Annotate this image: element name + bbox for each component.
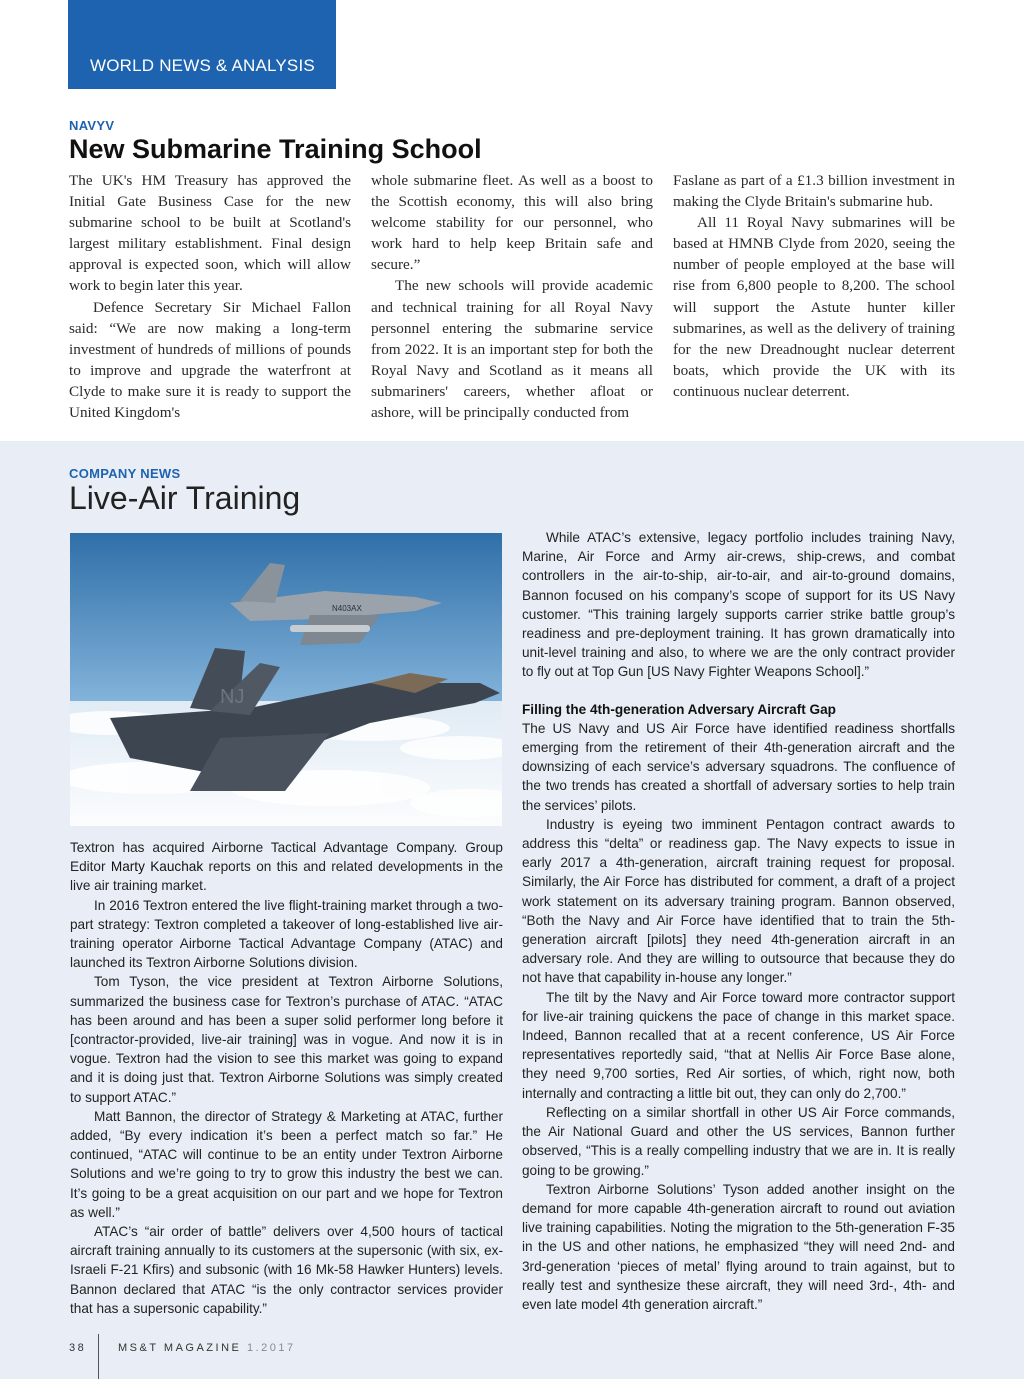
paragraph: All 11 Royal Navy submarines will be based at HMNB Clyde from 2020, seeing the number of people employed at the base will rise from 6,800 people to 8,200. The school will support the Astute hunter killer submarines, as well as the delivery of training for the new Dreadnought nuclear deterrent boats, which provide the UK with its continuous nuclear deterrent. — [673, 214, 955, 400]
subhead: Filling the 4th-generation Adversary Aircraft Gap — [522, 701, 836, 717]
paragraph: ATAC’s “air order of battle” delivers over 4,500 hours of tactical aircraft training annually to its customers at the supersonic (with six, ex-Israeli F-21 Kfirs) and subsonic (with 16 Mk-58 Hawker Hunters) levels. Bannon declared that ATAC “is the only contractor services provider that has a supersonic capability.” — [70, 1224, 503, 1316]
issue-number: 1.2017 — [246, 1342, 296, 1354]
paragraph: The tilt by the Navy and Air Force toward more contractor support for live-air training quickens the pace of change in this market space. Indeed, Bannon recalled that at a recent conference, US Air Force representatives reportedly said, “that at Nellis Air Force Base alone, they need 9,700 sorties, Red Air sorties, of which, right now, both internally and contracting a little bit out, they can only do 2,700.” — [522, 989, 955, 1101]
paragraph: While ATAC’s extensive, legacy portfolio includes training Navy, Marine, Air Force and Army air-crews, ship-crews, and combat controllers in the air-to-ship, air-to-air, and air-to-ground domains, Bannon focused on his company’s scope of support for its US Navy customer. “This training largely supports carrier strike battle group’s readiness and pre-deployment training. It has grown dramatically into unit-level training and also, to where we are the only contract provider to fly out at Top Gun [US Navy Fighter Weapons School].” — [522, 530, 955, 680]
story2-title: Live-Air Training — [69, 480, 301, 516]
section-banner — [68, 0, 336, 89]
paragraph: Matt Bannon, the director of Strategy & Marketing at ATAC, further added, “By every indication it’s been a perfect match so far.” He continued, “ATAC will continue to be an entity under Textron Airborne Solutions and we’re going to try to grow this industry the best we can. It’s going to be a great acquisition on our part and we hope for Textron as well.” — [70, 1108, 503, 1220]
intro-paragraph — [70, 838, 503, 896]
story1-column-2 — [371, 170, 653, 423]
story2-right-column — [522, 528, 955, 1314]
paragraph: whole submarine fleet. As well as a boost to the Scottish economy, this will also bring welcome stability for our personnel, who work hard to help keep Britain safe and secure.” — [371, 172, 653, 274]
page-number: 38 — [69, 1342, 87, 1354]
footer-divider — [98, 1334, 99, 1379]
paragraph: Reflecting on a similar shortfall in other US Air Force commands, the Air National Guard and other the US services, Bannon further observed, “This is a really compelling industry that we are in. It is really going to be growing.” — [522, 1104, 955, 1178]
magazine-name: MS&T MAGAZINE — [118, 1342, 242, 1354]
aircraft-photo — [70, 533, 502, 826]
author-name: Marty Kauchak — [110, 859, 204, 875]
story1-column-1 — [69, 170, 351, 423]
paragraph: The UK's HM Treasury has approved the Initial Gate Business Case for the new submarine school to be built at Scotland's largest military establishment. Final design approval is expected soon, which will allow work to begin later this year. — [69, 172, 351, 295]
paragraph: Industry is eyeing two imminent Pentagon contract awards to address this “delta” or readiness gap. The Navy expects to issue in early 2017 a 4th-generation, aircraft training request for proposal. Similarly, the Air Force has distributed for comment, a draft of a project work statement on its adversary training program. Bannon observed, “Both the Navy and Air Force have identified that to train the 5th-generation aircraft [pilots] they need 4th-generation aircraft in an adversary role. And they are willing to outsource that because they do not have that capability in-house any longer.” — [522, 816, 955, 986]
paragraph: The new schools will provide academic and technical training for all Royal Navy personnel entering the submarine service from 2022. It is an important step for both the Royal Navy and Scotland as it means all submariners' careers, whether afloat or ashore, will be principally conducted from — [371, 277, 653, 422]
story1-title: New Submarine Training School — [69, 134, 482, 164]
paragraph: In 2016 Textron entered the live flight-training market through a two-part strategy: Textron completed a takeover of long-established live air-training operator Airborne Tactical Advantage Company (ATAC) and launched its Textron Airborne Solutions division. — [70, 897, 503, 971]
intro-text: Textron has acquired Airborne Tactical Advantage Company. Group Editor — [70, 840, 503, 875]
paragraph: Defence Secretary Sir Michael Fallon said: “We are now making a long-term investment of hundreds of millions of pounds to improve and upgrade the waterfront at Clyde to make sure it is ready to support the United Kingdom's — [69, 298, 351, 422]
story1-kicker: NAVYV — [69, 118, 115, 133]
paragraph: Tom Tyson, the vice president at Textron Airborne Solutions, summarized the business case for Textron’s purchase of ATAC. “ATAC has been around and has been a super solid performer long before it [contractor-provided, live-air training] was in vogue. And now it is in vogue. Textron had the vision to see this market was going to expand and it is doing just that. Textron Airborne Solutions was simply created to support ATAC.” — [70, 974, 503, 1105]
footer-magazine — [118, 1342, 296, 1354]
f35-tail-marking: NJ — [220, 686, 245, 708]
paragraph: Textron Airborne Solutions’ Tyson added another insight on the demand for more capable 4th-generation aircraft to round out aviation live training capabilities. Noting the migration to the 5th-generation F-35 in the US and other nations, he emphasized “they will need 2nd- and 3rd-generation ‘pieces of metal’ flying around to train against, but to really test and synthesize these aircraft, they will need 3rd-, 4th- and even late model 4th generation aircraft.” — [522, 1181, 955, 1312]
paragraph: Faslane as part of a £1.3 billion investment in making the Clyde Britain's submarine hub. — [673, 172, 955, 211]
story2-left-column — [70, 838, 503, 1318]
aircraft-photo-illustration — [70, 533, 502, 826]
story1-column-3 — [673, 170, 955, 402]
paragraph: The US Navy and US Air Force have identified readiness shortfalls emerging from the retirement of their 4th-generation aircraft and the downsizing of each service’s adversary squadrons. The confluence of the two trends has created a shortfall of adversary sorties to help train the services’ pilots. — [522, 720, 955, 813]
section-banner-label: WORLD NEWS & ANALYSIS — [90, 56, 315, 75]
intro-text: reports on this and related developments in the live air training market. — [70, 859, 504, 894]
kfir-tail-number: N403AX — [332, 604, 362, 613]
story2-kicker: COMPANY NEWS — [69, 466, 181, 481]
